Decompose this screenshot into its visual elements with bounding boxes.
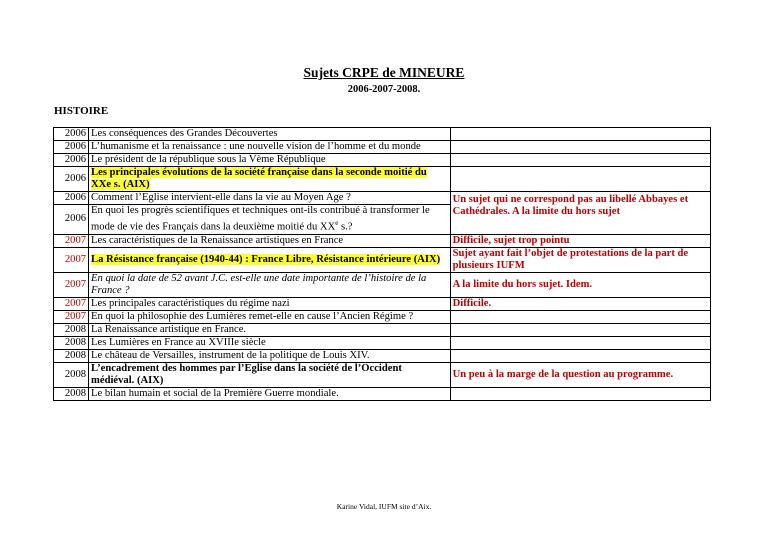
subject-cell: Les conséquences des Grandes Découvertes xyxy=(89,128,451,141)
table-row xyxy=(54,272,711,297)
subject-text: En quoi les progrès scientifiques et techniques ont-ils contribué à transformer le mode de vie des Français dans la deuxième moitié du XX xyxy=(91,205,430,233)
year-cell: 2006 xyxy=(54,154,89,167)
year-cell: 2006 xyxy=(54,192,89,205)
subject-cell: En quoi la date de 52 avant J.C. est-elle une date importante de l’histoire de la France ? xyxy=(89,272,451,297)
subject-cell: La Renaissance artistique en France. xyxy=(89,323,451,336)
table-row xyxy=(54,362,711,387)
subject-cell: Comment l’Eglise intervient-elle dans la vie au Moyen Age ? xyxy=(89,192,451,205)
subject-cell-highlighted xyxy=(89,167,451,192)
comment-cell xyxy=(450,128,710,141)
table-row xyxy=(54,336,711,349)
document-subtitle: 2006-2007-2008. xyxy=(347,84,421,95)
table-row xyxy=(54,128,711,141)
subject-cell: Les caractéristiques de la Renaissance artistiques en France xyxy=(89,234,451,247)
comment-cell: Un sujet qui ne correspond pas au libellé Abbayes et Cathédrales. A la limite du hors sujet xyxy=(450,192,710,235)
comment-cell xyxy=(450,336,710,349)
table-row xyxy=(54,387,711,400)
table-row xyxy=(54,323,711,336)
table-row xyxy=(54,310,711,323)
subject-cell xyxy=(89,205,451,235)
page-footer: Karine Vidal, IUFM site d’Aix. xyxy=(336,502,432,511)
comment-cell xyxy=(450,167,710,192)
subjects-table xyxy=(53,127,711,401)
highlighted-subject: La Résistance française (1940-44) : France Libre, Résistance intérieure (AIX) xyxy=(91,253,441,265)
year-cell: 2008 xyxy=(54,387,89,400)
year-cell: 2008 xyxy=(54,362,89,387)
table-row xyxy=(54,192,711,205)
section-heading: HISTOIRE xyxy=(54,105,109,117)
subject-cell-highlighted xyxy=(89,247,451,272)
year-cell: 2008 xyxy=(54,349,89,362)
year-cell: 2008 xyxy=(54,323,89,336)
subject-text-tail: s.? xyxy=(338,221,353,233)
table-row xyxy=(54,141,711,154)
subject-cell: Le château de Versailles, instrument de la politique de Louis XIV. xyxy=(89,349,451,362)
year-cell: 2007 xyxy=(54,297,89,310)
comment-cell xyxy=(450,387,710,400)
comment-cell xyxy=(450,310,710,323)
table-row xyxy=(54,167,711,192)
subject-cell: En quoi la philosophie des Lumières remet-elle en cause l’Ancien Régime ? xyxy=(89,310,451,323)
comment-cell xyxy=(450,323,710,336)
comment-cell: Difficile. xyxy=(450,297,710,310)
year-cell: 2006 xyxy=(54,167,89,192)
comment-cell: A la limite du hors sujet. Idem. xyxy=(450,272,710,297)
comment-cell: Sujet ayant fait l’objet de protestations de la part de plusieurs IUFM xyxy=(450,247,710,272)
comment-cell: Un peu à la marge de la question au programme. xyxy=(450,362,710,387)
table-row xyxy=(54,349,711,362)
table-row xyxy=(54,247,711,272)
year-cell: 2006 xyxy=(54,205,89,235)
superscript: e xyxy=(335,219,339,227)
comment-cell xyxy=(450,349,710,362)
year-cell: 2007 xyxy=(54,310,89,323)
subject-cell: Les Lumières en France au XVIIIe siècle xyxy=(89,336,451,349)
table-row xyxy=(54,154,711,167)
document-title: Sujets CRPE de MINEURE xyxy=(303,65,465,80)
year-cell: 2006 xyxy=(54,141,89,154)
table-row xyxy=(54,297,711,310)
comment-cell xyxy=(450,141,710,154)
subject-cell: Le bilan humain et social de la Première Guerre mondiale. xyxy=(89,387,451,400)
year-cell: 2007 xyxy=(54,272,89,297)
comment-cell: Difficile, sujet trop pointu xyxy=(450,234,710,247)
year-cell: 2007 xyxy=(54,234,89,247)
highlighted-subject: Les principales évolutions de la société française dans la seconde moitié du XXe s. (AIX) xyxy=(91,167,427,190)
subject-cell: Les principales caractéristiques du régime nazi xyxy=(89,297,451,310)
subject-cell: L’humanisme et la renaissance : une nouvelle vision de l’homme et du monde xyxy=(89,141,451,154)
subject-cell: L’encadrement des hommes par l’Eglise dans la société de l’Occident médiéval. (AIX) xyxy=(89,362,451,387)
year-cell: 2006 xyxy=(54,128,89,141)
comment-cell xyxy=(450,154,710,167)
subject-cell: Le président de la république sous la Vème République xyxy=(89,154,451,167)
table-row xyxy=(54,234,711,247)
year-cell: 2008 xyxy=(54,336,89,349)
year-cell: 2007 xyxy=(54,247,89,272)
